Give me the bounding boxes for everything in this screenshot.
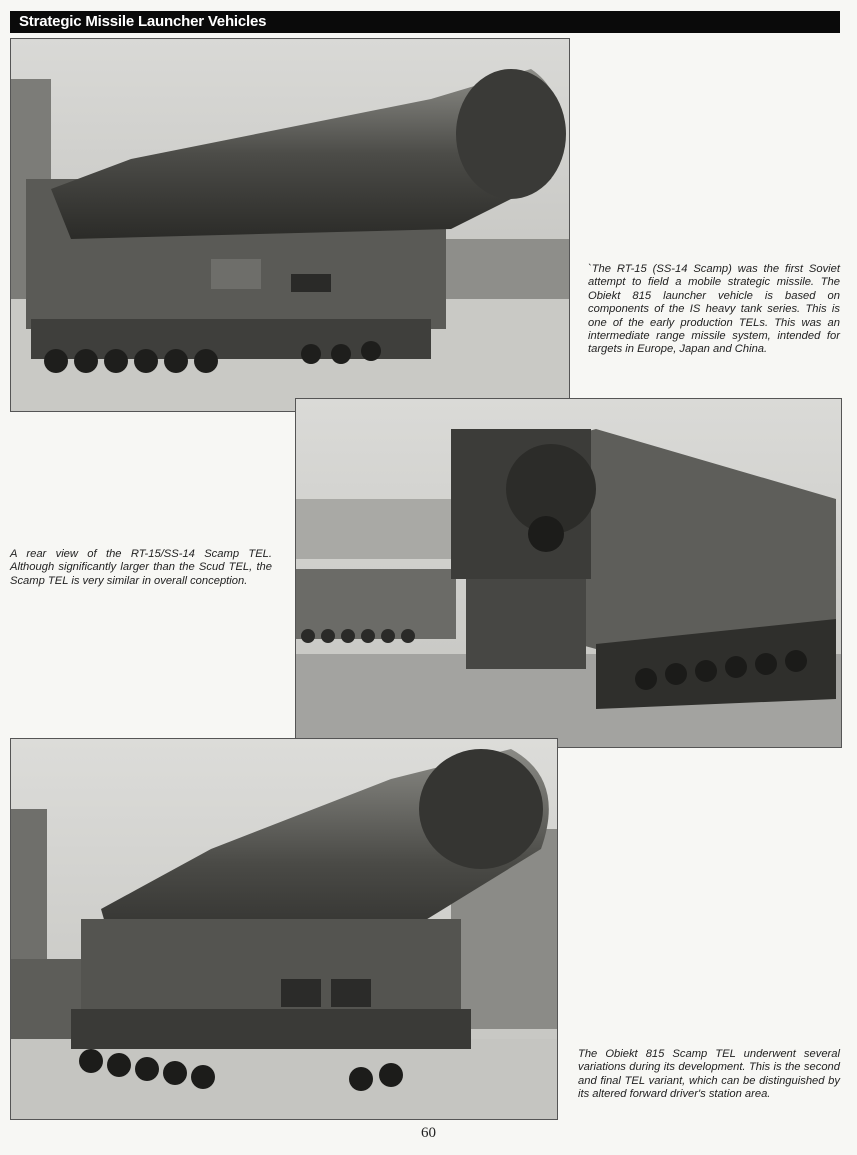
photo-scamp-tel-side	[10, 38, 570, 412]
photo-1-caption: `The RT-15 (SS-14 Scamp) was the first Soviet attempt to field a mobile strategic missile. The Obiekt 815 launcher vehicle is based on components of the IS heavy tank series. This is one of the early production TELs. This was an intermediate range missile system, intended for targets in Europe, Japan and China.	[588, 263, 840, 356]
photo-scamp-tel-rear	[295, 398, 842, 748]
photo-scamp-tel-final-variant	[10, 738, 558, 1120]
photo-2-caption: A rear view of the RT-15/SS-14 Scamp TEL. Although significantly larger than the Scud TEL, the Scamp TEL is very similar in overall conception.	[10, 548, 272, 587]
page-number: 60	[421, 1125, 436, 1141]
photo-3-caption: The Obiekt 815 Scamp TEL underwent several variations during its development. This is the second and final TEL variant, which can be distinguished by its altered forward driver's station area.	[578, 1048, 840, 1101]
section-title: Strategic Missile Launcher Vehicles	[19, 13, 267, 30]
section-header-bar	[10, 11, 840, 33]
